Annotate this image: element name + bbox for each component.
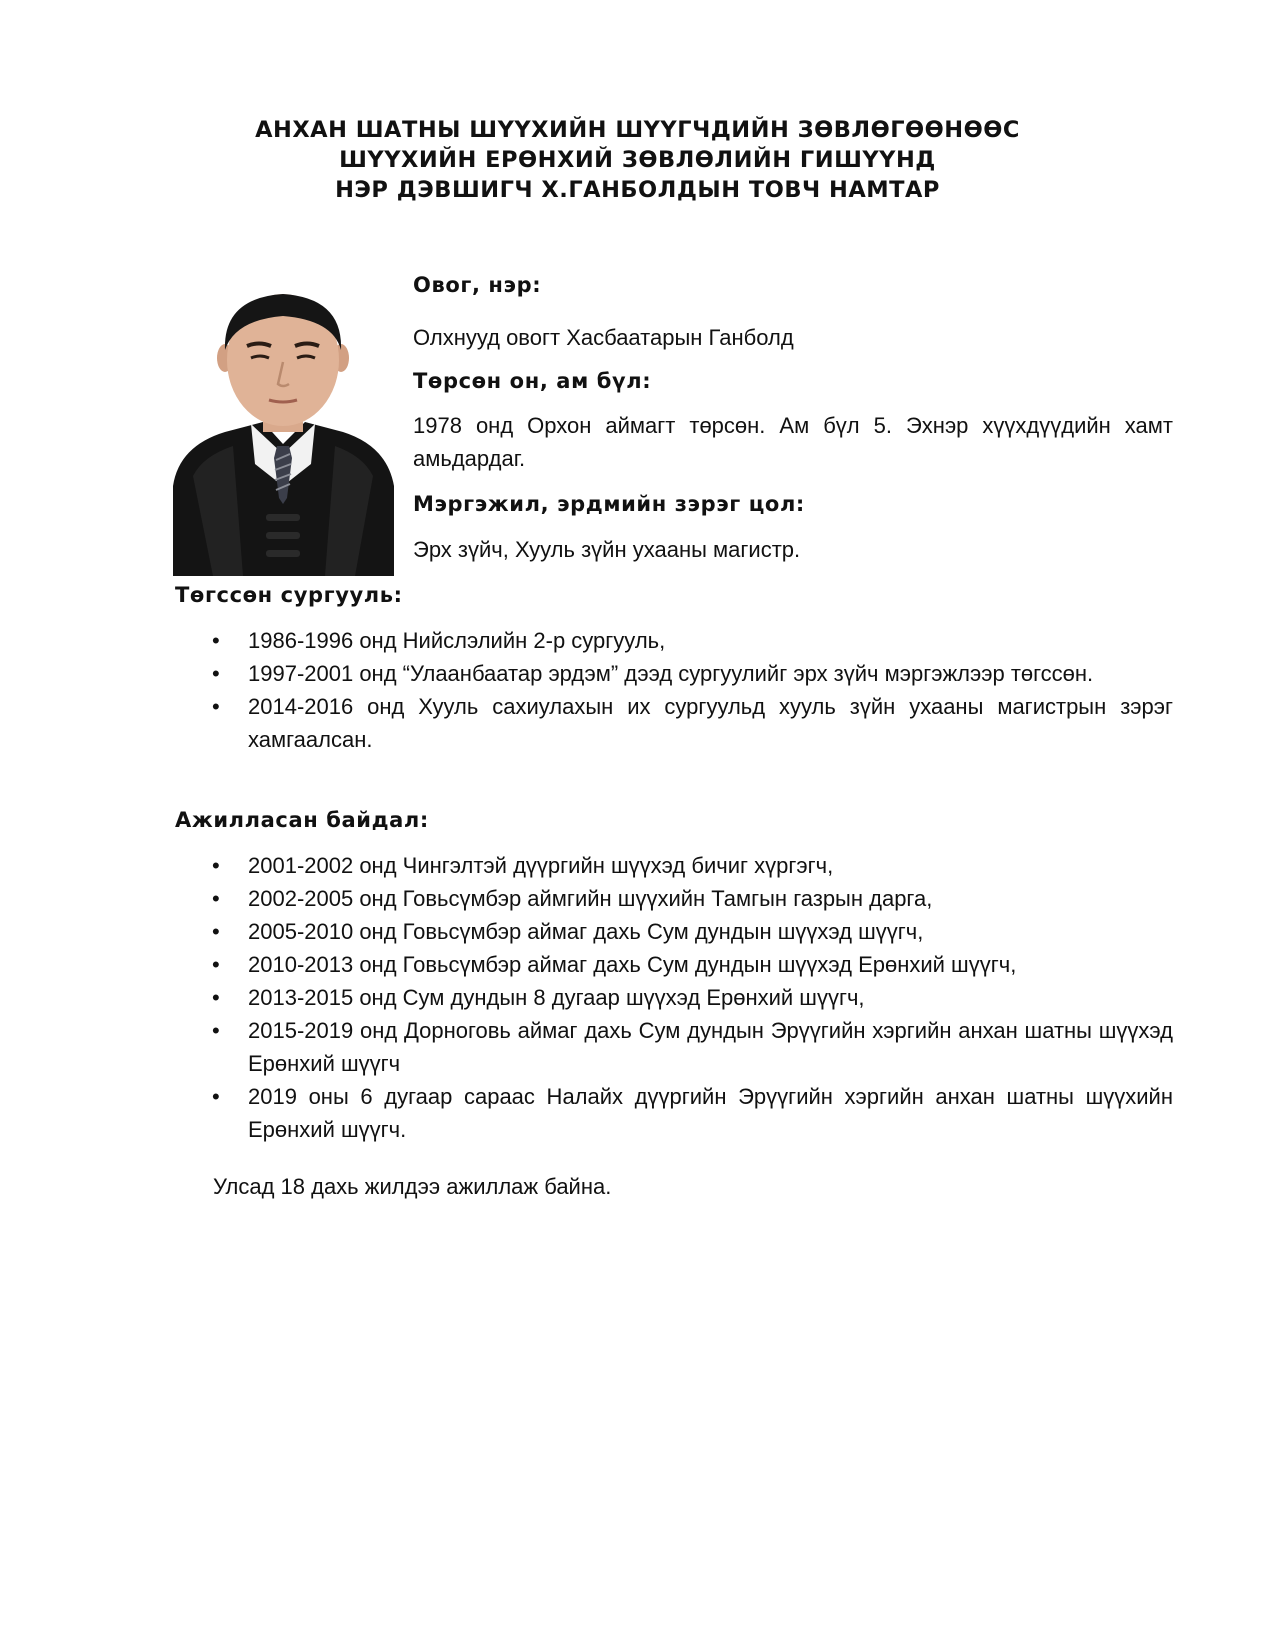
work-item: • 2005-2010 онд Говьсүмбэр аймаг дахь Сум дундын шүүхэд шүүгч,: [175, 915, 1173, 948]
education-item: • 2014-2016 онд Хууль сахиулахын их сургуульд хууль зүйн ухааны магистрын зэрэг хамгаалсан.: [175, 690, 1173, 756]
title-line-2: ШҮҮХИЙН ЕРӨНХИЙ ЗӨВЛӨЛИЙН ГИШҮҮНД: [339, 147, 936, 173]
work-item: • 2001-2002 онд Чингэлтэй дүүргийн шүүхэд бичиг хүргэгч,: [175, 849, 1173, 882]
work-history-list: [175, 849, 1173, 1146]
work-item: • 2010-2013 онд Говьсүмбэр аймаг дахь Сум дундын шүүхэд Ерөнхий шүүгч,: [175, 948, 1173, 981]
page-title: [0, 115, 1275, 205]
title-line-1: АНХАН ШАТНЫ ШҮҮХИЙН ШҮҮГЧДИЙН ЗӨВЛӨГӨӨНӨӨС: [255, 117, 1020, 143]
work-item: • 2002-2005 онд Говьсүмбэр аймгийн шүүхийн Тамгын газрын дарга,: [175, 882, 1173, 915]
candidate-portrait-photo: [173, 286, 394, 576]
birth-value: 1978 онд Орхон аймагт төрсөн. Ам бүл 5. Эхнэр хүүхдүүдийн хамт амьдардаг.: [413, 413, 1173, 471]
work-item: • 2015-2019 онд Дорноговь аймаг дахь Сум дундын Эрүүгийн хэргийн анхан шатны шүүхэд Ерөнхий шүүгч: [175, 1014, 1173, 1080]
service-years-note: Улсад 18 дахь жилдээ ажиллаж байна.: [213, 1174, 612, 1199]
work-item: • 2019 оны 6 дугаар сараас Налайх дүүргийн Эрүүгийн хэргийн анхан шатны шүүхийн Ерөнхий шүүгч.: [175, 1080, 1173, 1146]
name-label: Овог, нэр:: [413, 273, 542, 297]
birth-label: Төрсөн он, ам бүл:: [413, 369, 652, 393]
work-history-label: Ажилласан байдал:: [175, 808, 429, 832]
education-label: Төгссөн сургууль:: [175, 583, 403, 607]
work-item: • 2013-2015 онд Сум дундын 8 дугаар шүүхэд Ерөнхий шүүгч,: [175, 981, 1173, 1014]
name-value: Олхнууд овогт Хасбаатарын Ганболд: [413, 325, 794, 350]
title-line-3: НЭР ДЭВШИГЧ Х.ГАНБОЛДЫН ТОВЧ НАМТАР: [335, 177, 940, 203]
profession-value: Эрх зүйч, Хууль зүйн ухааны магистр.: [413, 537, 801, 562]
education-list: [175, 624, 1173, 756]
education-item: • 1997-2001 онд “Улаанбаатар эрдэм” дээд сургуулийг эрх зүйч мэргэжлээр төгссөн.: [175, 657, 1173, 690]
education-item: • 1986-1996 онд Нийслэлийн 2-р сургууль,: [175, 624, 1173, 657]
profession-label: Мэргэжил, эрдмийн зэрэг цол:: [413, 492, 805, 516]
